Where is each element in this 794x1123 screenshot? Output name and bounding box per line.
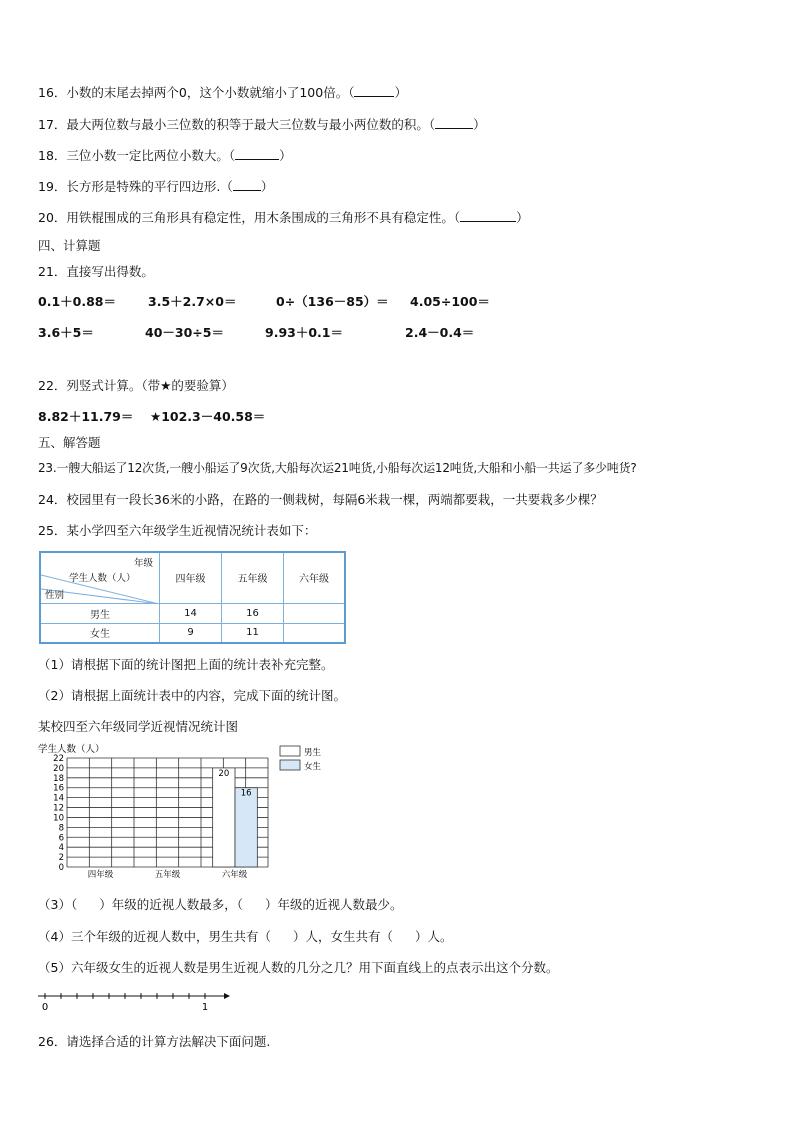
question-25-4: （4）三个年级的近视人数中，男生共有（ ）人，女生共有（ ）人。	[38, 929, 453, 944]
statistics-table	[39, 551, 346, 644]
table-cell: 11	[222, 623, 284, 643]
y-tick-label: 12	[53, 803, 64, 814]
table-row	[40, 623, 345, 643]
number-line[interactable]	[34, 985, 234, 1015]
table-cell: 16	[222, 603, 284, 623]
table-cell: 14	[160, 603, 222, 623]
section-heading-4: 四、计算题	[38, 238, 101, 253]
calc-item: 0÷（136－85）＝	[276, 294, 389, 309]
question-16: 16．小数的末尾去掉两个0，这个小数就缩小了100倍。（ ）	[38, 85, 407, 100]
table-row-label: 女生	[40, 623, 160, 643]
question-25: 25．某小学四至六年级学生近视情况统计表如下：	[38, 523, 317, 538]
section-heading-5: 五、解答题	[38, 435, 101, 450]
legend-label: 女生	[304, 762, 322, 772]
question-25-5: （5）六年级女生的近视人数是男生近视人数的几分之几？用下面直线上的点表示出这个分数。	[38, 960, 559, 975]
bar-boys	[213, 768, 235, 867]
calc-item: 2.4－0.4＝	[405, 325, 475, 340]
calc-item: 40－30÷5＝	[145, 325, 224, 340]
question-21: 21．直接写出得数。	[38, 264, 154, 279]
question-19: 19．长方形是特殊的平行四边形.（ ）	[38, 179, 274, 194]
question-26: 26．请选择合适的计算方法解决下面问题.	[38, 1034, 271, 1049]
y-tick-label: 20	[53, 763, 64, 774]
question-24: 24．校园里有一段长36米的小路，在路的一侧栽树，每隔6米栽一棵，两端都要栽，一共要栽多少棵？	[38, 492, 603, 507]
answer-blank[interactable]	[435, 116, 473, 129]
y-tick-label: 18	[53, 773, 64, 784]
calc-item: 3.5＋2.7×0＝	[148, 294, 237, 309]
chart-title: 某校四至六年级同学近视情况统计图	[38, 719, 239, 734]
legend-swatch	[280, 760, 300, 770]
answer-blank[interactable]	[460, 209, 516, 222]
number-line-one: 1	[201, 1002, 209, 1013]
question-20: 20．用铁棍围成的三角形具有稳定性，用木条围成的三角形不具有稳定性。（ ）	[38, 210, 529, 225]
data-label: 16	[240, 788, 252, 799]
data-label: 20	[218, 768, 230, 779]
legend-label: 男生	[304, 748, 322, 758]
chart-bars	[213, 768, 258, 867]
y-tick-label: 8	[58, 823, 64, 834]
corner-gender-label: 性别	[45, 590, 65, 601]
x-tick-label: 六年级	[221, 870, 248, 880]
x-tick-label: 五年级	[154, 870, 181, 880]
calc-item: 4.05÷100＝	[410, 294, 490, 309]
answer-blank[interactable]	[235, 147, 279, 160]
calc-item: 9.93＋0.1＝	[265, 325, 343, 340]
table-corner-cell	[40, 552, 160, 603]
vertical-calc-item: ★102.3－40.58＝	[150, 409, 266, 424]
question-22: 22．列竖式计算。（带★的要验算）	[38, 378, 234, 393]
question-25-3: （3）（ ）年级的近视人数最多，（ ）年级的近视人数最少。	[38, 897, 403, 912]
y-tick-label: 22	[53, 754, 64, 764]
table-row-label: 男生	[40, 603, 160, 623]
y-axis-label: 学生人数（人）	[38, 744, 105, 755]
question-18: 18．三位小数一定比两位小数大。（ ）	[38, 148, 292, 163]
answer-blank[interactable]	[354, 84, 394, 97]
question-25-2: （2）请根据上面统计表中的内容，完成下面的统计图。	[38, 688, 346, 703]
x-tick-label: 四年级	[87, 870, 114, 880]
table-row	[40, 603, 345, 623]
y-tick-label: 16	[53, 783, 64, 794]
table-cell[interactable]	[284, 603, 346, 623]
y-tick-label: 0	[58, 863, 64, 873]
corner-grade-label: 年级	[133, 558, 153, 569]
answer-blank[interactable]	[233, 178, 261, 191]
chart-legend	[280, 746, 322, 772]
vertical-calc-item: 8.82＋11.79＝	[38, 409, 134, 424]
question-25-1: （1）请根据下面的统计图把上面的统计表补充完整。	[38, 657, 334, 672]
question-23: 23.一艘大船运了12次货,一艘小船运了9次货,大船每次运21吨货,小船每次运12吨货,大船和小船一共运了多少吨货?	[38, 461, 637, 475]
legend-swatch	[280, 746, 300, 756]
question-17: 17．最大两位数与最小三位数的积等于最大三位数与最小两位数的积。（ ）	[38, 117, 486, 132]
x-axis-ticks	[88, 869, 248, 880]
y-tick-label: 14	[53, 793, 64, 804]
table-header-grade: 四年级	[160, 552, 222, 603]
y-tick-label: 2	[58, 853, 64, 864]
table-cell[interactable]	[284, 623, 346, 643]
bar-girls	[235, 788, 257, 867]
table-header-grade: 五年级	[222, 552, 284, 603]
table-header-grade: 六年级	[284, 552, 346, 603]
table-cell: 9	[160, 623, 222, 643]
bar-chart	[34, 742, 374, 882]
y-axis-ticks	[53, 754, 64, 873]
calc-item: 0.1＋0.88＝	[38, 294, 116, 309]
y-tick-label: 4	[58, 843, 64, 854]
calc-item: 3.6＋5＝	[38, 325, 94, 340]
corner-count-label: 学生人数（人）	[69, 573, 136, 584]
y-tick-label: 6	[58, 833, 64, 844]
number-line-zero: 0	[41, 1002, 49, 1013]
y-tick-label: 10	[53, 813, 64, 824]
